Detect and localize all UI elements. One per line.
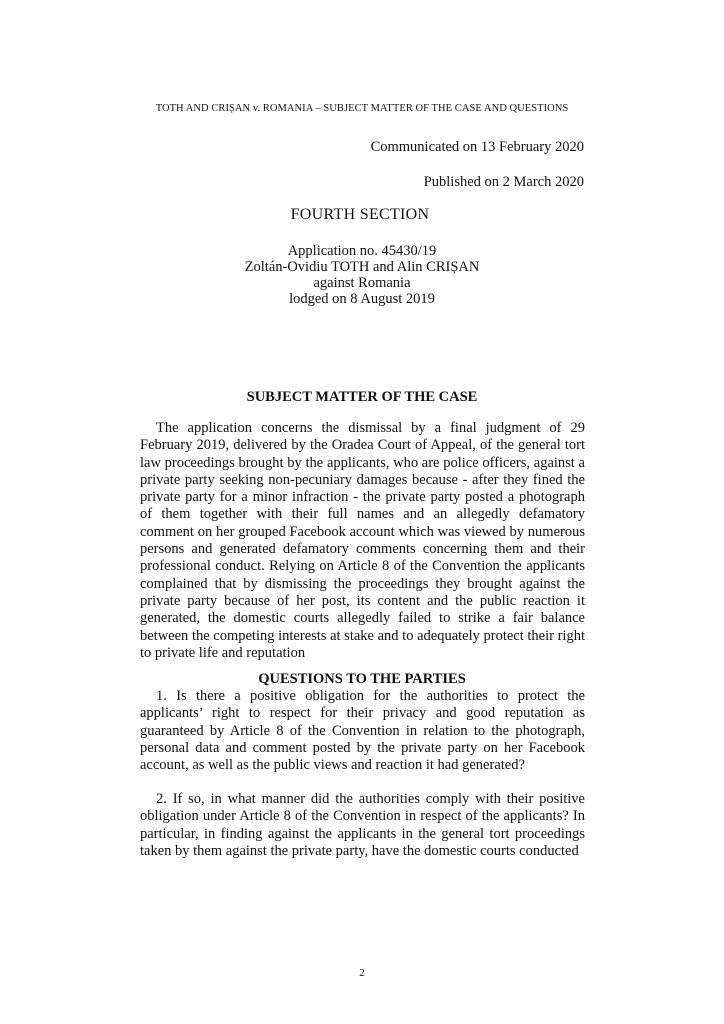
application-number: Application no. 45430/19 xyxy=(287,243,437,259)
applicants-names: Zoltán-Ovidiu TOTH and Alin CRIȘAN xyxy=(244,259,480,275)
question-2: 2. If so, in what manner did the authorities comply with their positive obligation under Article 8 of the Convention in respect of the applicants? In particular, in finding against the applicants in the general tort proceedings taken by them against the private party, have the domestic courts conducted xyxy=(140,791,585,859)
respondent-state: against Romania xyxy=(313,275,411,291)
running-header: TOTH AND CRIȘAN v. ROMANIA – SUBJECT MATTER OF THE CASE AND QUESTIONS xyxy=(155,103,569,114)
question-1: 1. Is there a positive obligation for the authorities to protect the applicants’ right to respect for their privacy and good reputation as guaranteed by Article 8 of the Convention in relation to the photograph, personal data and comment posted by the private party on her Facebook account, as well as the public views and reaction it had generated? xyxy=(140,688,585,774)
subject-matter-heading: SUBJECT MATTER OF THE CASE xyxy=(246,389,478,405)
lodged-date: lodged on 8 August 2019 xyxy=(289,291,435,307)
page-number: 2 xyxy=(359,967,365,979)
communicated-date: Communicated on 13 February 2020 xyxy=(370,139,584,155)
application-details xyxy=(140,243,584,307)
section-title: FOURTH SECTION xyxy=(290,206,430,223)
subject-matter-paragraph: The application concerns the dismissal by a final judgment of 29 February 2019, delivered by the Oradea Court of Appeal, of the general tort law proceedings brought by the applicants, who are police officers, against a private party seeking non-pecuniary damages because - after they fined the private party for a minor infraction - the private party posted a photograph of them together with their full names and an allegedly defamatory comment on her grouped Facebook account which was viewed by numerous persons and generated defamatory comments concerning them and their professional conduct. Relying on Article 8 of the Convention the applicants complained that by dismissing the proceedings they brought against the private party because of her post, its content and the public reaction it generated, the domestic courts allegedly failed to strike a fair balance between the competing interests at stake and to adequately protect their right to private life and reputation xyxy=(140,420,585,661)
published-date: Published on 2 March 2020 xyxy=(423,174,584,190)
questions-heading: QUESTIONS TO THE PARTIES xyxy=(258,671,466,687)
